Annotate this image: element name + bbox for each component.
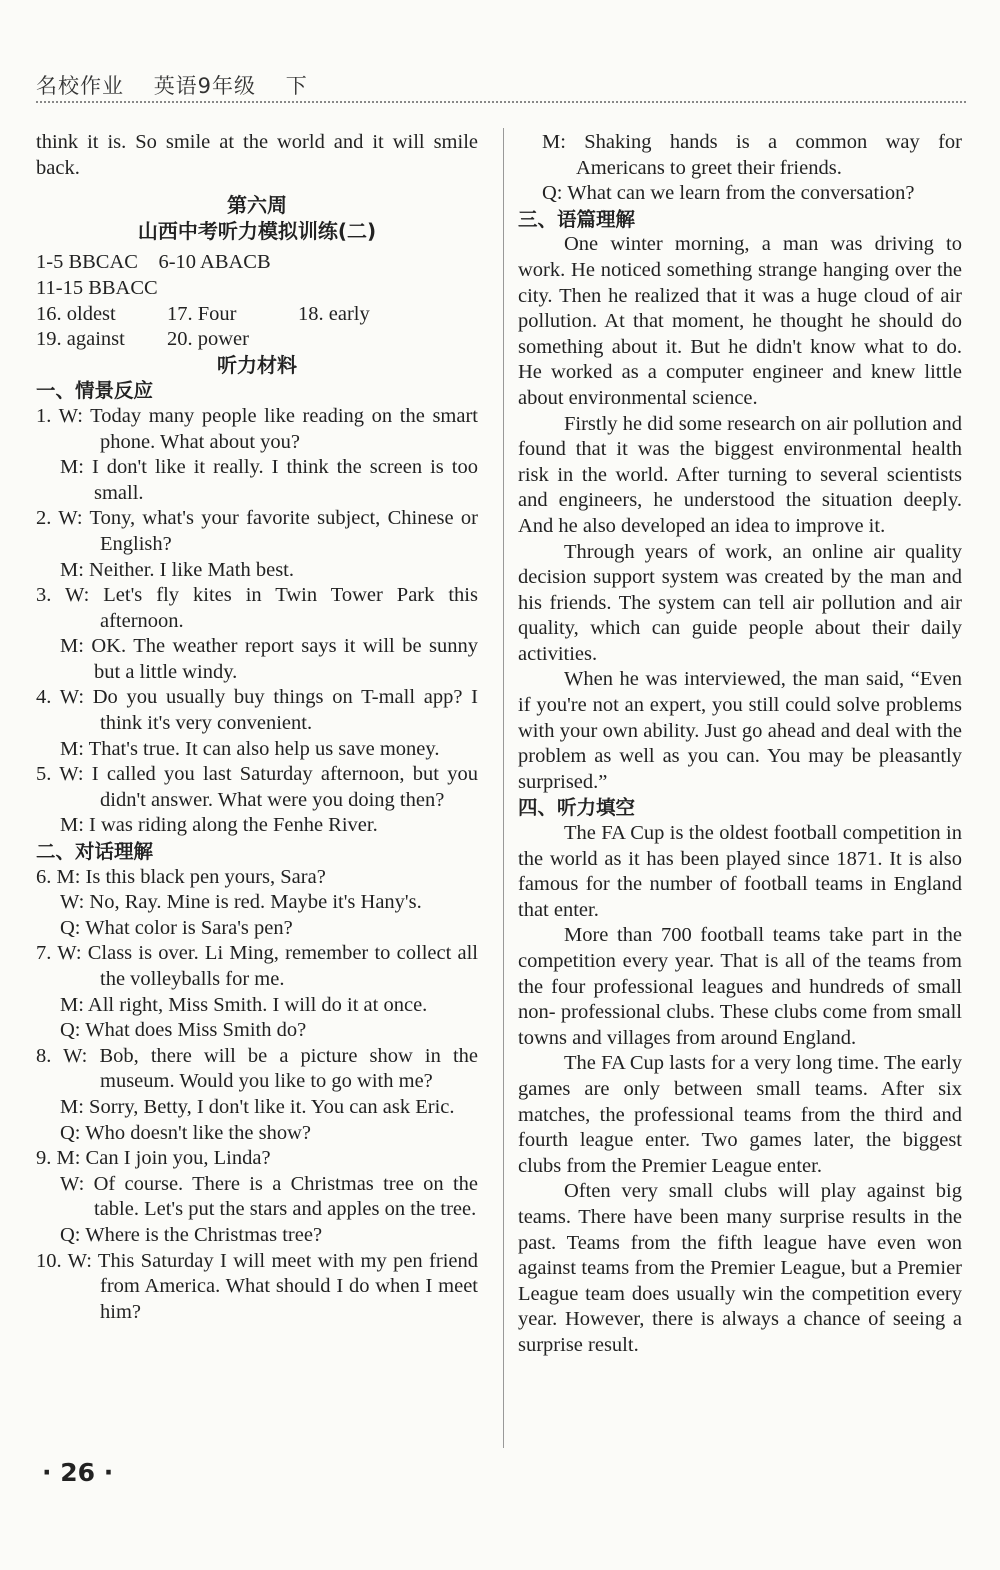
header-volume: 下 bbox=[285, 74, 308, 98]
answers-line-1: 1-5 BBCAC 6-10 ABACB bbox=[36, 251, 271, 274]
answer-16: 16. oldest bbox=[36, 302, 116, 325]
dialogue-line: 1. W: Today many people like reading on the smart phone. What about you? bbox=[36, 404, 478, 453]
answers-row-3 bbox=[36, 302, 478, 328]
test-title: 山西中考听力模拟训练(二) bbox=[137, 218, 377, 243]
column-divider bbox=[503, 128, 504, 1448]
answers-row-4 bbox=[36, 327, 478, 353]
dialogue-line: 7. W: Class is over. Li Ming, remember to collect all the volleyballs for me. bbox=[36, 942, 478, 990]
passage-paragraph: When he was interviewed, the man said, “Even if you're not an expert, you still could solve problems with your own ability. Just go ahead and deal with the problem as well as you can. You may be pleasantly surprised.” bbox=[518, 668, 962, 793]
answer-19: 19. against bbox=[36, 328, 125, 351]
page-number: · 26 · bbox=[42, 1458, 114, 1487]
right-column bbox=[518, 130, 962, 1359]
dialogue-line: M: That's true. It can also help us save money. bbox=[60, 737, 440, 760]
dialogue-line: W: No, Ray. Mine is red. Maybe it's Hany's. bbox=[60, 891, 422, 914]
dialogue-line: 4. W: Do you usually buy things on T-mall app? I think it's very convenient. bbox=[36, 686, 478, 735]
dialogue-line: M: Shaking hands is a common way for Americans to greet their friends. bbox=[542, 131, 962, 179]
running-header bbox=[36, 70, 330, 100]
answer-20: 20. power bbox=[167, 328, 249, 351]
answer-18: 18. early bbox=[298, 302, 370, 325]
passage-paragraph: The FA Cup is the oldest football competition in the world as it has been played since 1871. It is also famous for the number of football teams in England that enter. bbox=[518, 822, 962, 921]
passage-paragraph: More than 700 football teams take part in the competition every year. That is all of the teams from the four professional leagues and hundreds of small non- professional clubs. These clubs come from small towns and villages from around England. bbox=[518, 924, 962, 1049]
header-brand: 名校作业 bbox=[36, 74, 124, 98]
dialogue-line: 8. W: Bob, there will be a picture show in the museum. Would you like to go with me? bbox=[36, 1044, 478, 1093]
dialogue-line: 10. W: This Saturday I will meet with my pen friend from America. What should I do when I meet him? bbox=[36, 1249, 478, 1323]
dialogue-line: Q: Who doesn't like the show? bbox=[60, 1121, 311, 1144]
header-subject: 英语9年级 bbox=[153, 74, 257, 98]
passage-paragraph: Often very small clubs will play against big teams. There have been many surprise results in the past. Teams from the fifth league have even won against teams from the Premier League, but a Premier League team does usually win the competition every year. However, there is always a chance of seeing a surprise result. bbox=[518, 1180, 962, 1356]
answers-line-2: 11-15 BBACC bbox=[36, 276, 158, 299]
passage-paragraph: Through years of work, an online air quality decision support system was created by the man and his friends. The system can tell air pollution and air quality, which can guide people about their daily activities. bbox=[518, 540, 962, 665]
dialogue-line: W: Of course. There is a Christmas tree on the table. Let's put the stars and apples on the tree. bbox=[60, 1172, 478, 1221]
header-divider bbox=[36, 101, 966, 103]
section-1-title: 一、情景反应 bbox=[36, 379, 154, 403]
dialogue-line: 9. M: Can I join you, Linda? bbox=[36, 1147, 271, 1170]
section-4-title: 四、听力填空 bbox=[518, 796, 636, 820]
material-title: 听力材料 bbox=[217, 352, 297, 377]
passage-paragraph: Firstly he did some research on air pollution and found that it was the biggest environmental health risk in the world. After turning to several scientists and engineers, he understood the situation deeply. And he also developed an idea to improve it. bbox=[518, 412, 962, 537]
dialogue-line: Q: What does Miss Smith do? bbox=[60, 1019, 307, 1042]
dialogue-line: M: Neither. I like Math best. bbox=[60, 558, 294, 581]
dialogue-line: 6. M: Is this black pen yours, Sara? bbox=[36, 865, 326, 888]
section-3-title: 三、语篇理解 bbox=[518, 207, 636, 231]
dialogue-line: 3. W: Let's fly kites in Twin Tower Park this afternoon. bbox=[36, 584, 478, 632]
dialogue-line: M: I was riding along the Fenhe River. bbox=[60, 814, 378, 837]
dialogue-line: 5. W: I called you last Saturday afternoon, but you didn't answer. What were you doing then? bbox=[36, 763, 478, 811]
dialogue-line: Q: What can we learn from the conversation? bbox=[542, 182, 915, 205]
week-title: 第六周 bbox=[227, 193, 287, 218]
section-2-title: 二、对话理解 bbox=[36, 840, 154, 864]
dialogue-line: Q: Where is the Christmas tree? bbox=[60, 1223, 323, 1246]
dialogue-line: Q: What color is Sara's pen? bbox=[60, 916, 293, 939]
intro-text: think it is. So smile at the world and it will smile back. bbox=[36, 131, 478, 179]
dialogue-line: M: All right, Miss Smith. I will do it at once. bbox=[60, 993, 428, 1016]
left-column bbox=[36, 130, 478, 1325]
dialogue-line: M: Sorry, Betty, I don't like it. You can ask Eric. bbox=[60, 1095, 455, 1118]
dialogue-line: M: I don't like it really. I think the screen is too small. bbox=[60, 456, 478, 504]
dialogue-line: M: OK. The weather report says it will be sunny but a little windy. bbox=[60, 635, 478, 683]
answer-17: 17. Four bbox=[167, 302, 237, 325]
passage-paragraph: One winter morning, a man was driving to work. He noticed something strange hanging over the city. Then he realized that it was a huge cloud of air pollution. At that moment, he thought he should do something about it. But he didn't know what to do. He worked as a computer engineer and knew little about environmental science. bbox=[518, 233, 962, 409]
passage-paragraph: The FA Cup lasts for a very long time. The early games are only between small teams. After six matches, the professional teams from the third and fourth league enter. Two games later, the biggest clubs from the Premier League enter. bbox=[518, 1052, 962, 1177]
dialogue-line: 2. W: Tony, what's your favorite subject, Chinese or English? bbox=[36, 507, 478, 555]
